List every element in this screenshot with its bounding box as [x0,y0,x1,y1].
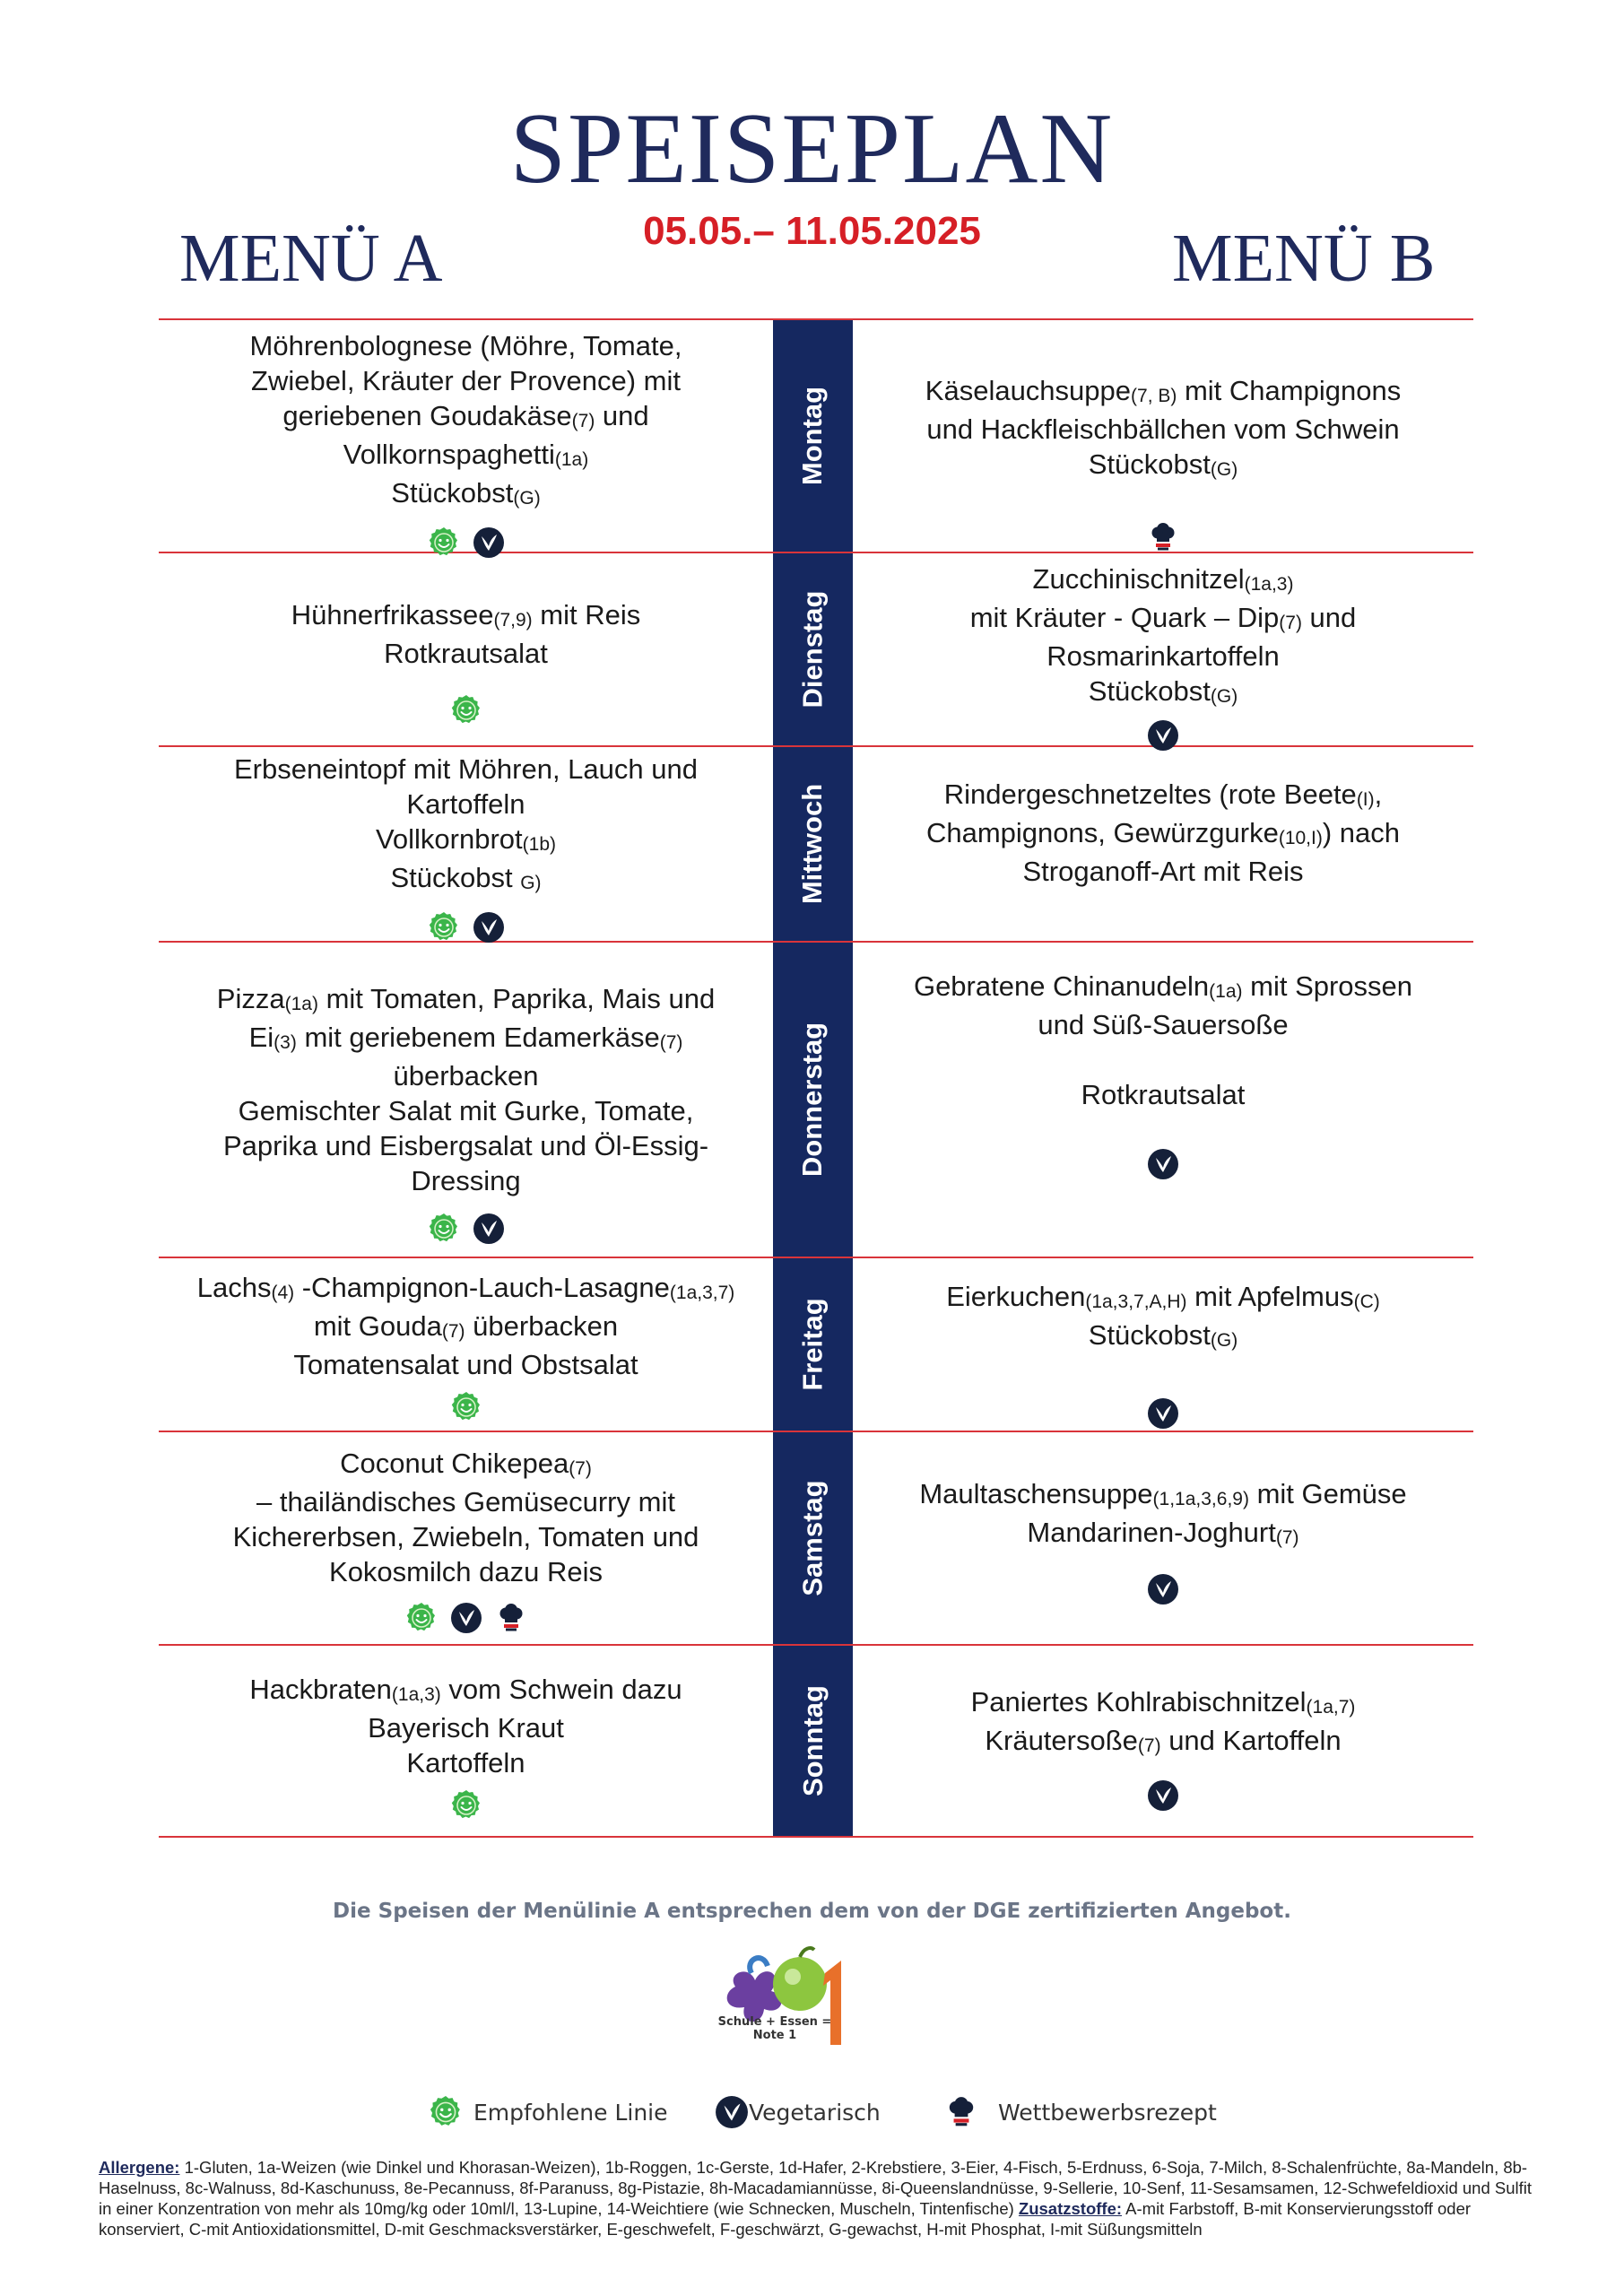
dish-text: Käselauchsuppe [925,375,1132,406]
dish-text: geriebenen Goudakäse [282,400,572,431]
dish-line [197,1270,735,1309]
dish-line [914,969,1412,1007]
dish-line [925,373,1401,412]
dish-text: Stückobst [1088,1319,1211,1351]
dish-line [217,1020,715,1058]
diet-icons [1147,521,1179,553]
diet-icons [1147,1779,1179,1812]
dish-line [250,437,682,475]
legend-vegetarisch [715,2094,881,2130]
allergen-code: (1a,3) [1244,574,1294,595]
dish-text: Kichererbsen, Zwiebeln, Tomaten und [232,1521,699,1552]
dish-line [925,447,1401,485]
dish-description [958,561,1369,712]
leaf-icon [450,1602,482,1634]
weekday-label [773,746,853,942]
dish-line [970,600,1357,639]
dish-line [250,398,682,437]
dish-line [250,363,682,398]
allergen-code: (7,9) [493,610,533,631]
dish-line [926,854,1400,889]
dish-text: und Hackfleischbällchen vom Schwein [926,413,1400,445]
diet-icons [428,911,505,944]
menu-a-cell [159,1645,773,1837]
dish-text: Paprika und Eisbergsalat und Öl-Essig- [222,1130,709,1161]
allergen-code: (7) [441,1321,465,1342]
weekday-label [773,319,853,552]
dish-description [959,1684,1368,1761]
dish-description [238,328,695,514]
dish-line [291,597,640,636]
weekday-text: Sonntag [796,1685,829,1796]
allergen-code: (7) [1279,613,1302,633]
dish-line [970,674,1357,712]
allergen-code: (G) [1210,686,1238,707]
diet-icons [405,1602,527,1634]
dish-line [926,815,1400,854]
dish-line [291,636,640,671]
dish-text: und [595,400,649,431]
dish-line [217,1163,715,1198]
dish-text: mit Tomaten, Paprika, Mais und [317,983,716,1014]
dish-line [919,1476,1406,1515]
dish-line [970,639,1357,674]
dish-description [907,1476,1419,1553]
legend-wettbewerb [944,2094,1217,2130]
dish-line [217,1093,715,1128]
smiley-green-icon [450,694,482,726]
dge-note: Die Speisen der Menülinie A entsprechen dem von der DGE zertifizierten Angebot. [333,1900,1291,1923]
allergen-code: (7) [1137,1735,1161,1756]
dish-text: Eierkuchen [946,1281,1086,1312]
dish-text: Stückobst [391,477,514,509]
dish-line [914,1077,1412,1112]
allergen-code: (G) [1210,459,1238,480]
dish-text: Bayerisch Kraut [368,1712,564,1744]
menu-a-cell [159,1431,773,1645]
dish-text: Kartoffeln [406,788,525,820]
dish-text: Paniertes Kohlrabischnitzel [970,1686,1307,1718]
chef-hat-icon [944,2095,978,2129]
weekday-label [773,1645,853,1837]
menu-b-heading: MENÜ B [1172,221,1436,296]
dish-text: Vollkornspaghetti [343,439,555,470]
dish-text: Ei [248,1022,274,1053]
menu-b-cell [853,319,1473,552]
dish-line [971,1684,1356,1723]
leaf-icon [1147,1148,1179,1180]
dish-line [217,981,715,1020]
menu-a-cell [159,746,773,942]
dish-text: überbacken [393,1060,539,1091]
dish-text: und Süß-Sauersoße [1038,1009,1289,1040]
menu-b-cell [853,746,1473,942]
menu-b-cell [853,1431,1473,1645]
dish-text: mit Kräuter - Quark – Dip [969,602,1280,633]
legend-empfohlen-label: Empfohlene Linie [473,2099,668,2126]
dish-description [913,373,1413,485]
dish-line [250,328,682,363]
dish-text: Rotkrautsalat [384,638,548,669]
leaf-icon [473,911,505,944]
menu-b-cell [853,942,1473,1257]
leaf-icon [1147,1779,1179,1812]
dish-description [221,752,710,899]
smiley-green-icon [405,1602,438,1634]
dish-line [233,1554,699,1589]
weekday-text: Dienstag [796,590,829,709]
page-title: SPEISEPLAN [509,93,1115,204]
dish-text: Kräutersoße [985,1725,1138,1756]
dish-text: überbacken [465,1310,619,1342]
dish-line [233,1446,699,1484]
dish-description [204,981,727,1198]
dish-line [234,822,698,860]
dish-text: Lachs [196,1272,272,1303]
dish-text: Zwiebel, Kräuter der Provence) mit [251,365,681,396]
smiley-green-icon [450,1789,482,1822]
dish-text: Rindergeschnetzeltes (rote Beete [943,778,1357,810]
allergen-code: (7) [659,1032,683,1053]
dish-description [934,1279,1393,1356]
menu-b-cell [853,1257,1473,1431]
menu-a-heading: MENÜ A [179,221,443,296]
dish-text: mit Gemüse [1248,1478,1407,1509]
allergen-code: (1a) [554,449,589,470]
dish-text: Tomatensalat und Obstsalat [293,1349,638,1380]
dish-text: Hackbraten [249,1674,392,1705]
weekday-label [773,1431,853,1645]
dish-line [234,860,698,899]
allergen-code: (1a) [284,994,318,1014]
allergen-code: (4) [271,1283,295,1303]
smiley-green-icon [428,1213,460,1245]
dish-text: Gemischter Salat mit Gurke, Tomate, [238,1095,694,1126]
weekday-label [773,552,853,746]
allergene-text: 1-Gluten, 1a-Weizen (wie Dinkel und Khorasan-Weizen), 1b-Roggen, 1c-Gerste, 1d-Hafer, 2-Krebstiere, 3-Eier, 4-Fisch, 5-Erdnuss, 6-Soja, 7-Milch, 8-Schalenfrüchte, 8a-Mandeln, 8b-Haselnuss, 8c-Walnuss, 8d-Kaschunuss, 8e-Pecannuss, 8f-Paranuss, 8g-Pistazie, 8h-Macadamiannüsse, 8i-Queenslandnüsse, 9-Sellerie, 10-Senf, 11-Sesamsamen, 12-Schwefeldioxid und Sulfit in einer Konzentration von mehr als 10mg/kg oder 10ml/l, 13-Lupine, 14-Weichtiere (wie Schnecken, Muscheln, Tintenfische) [99,2158,1533,2218]
weekday-text: Freitag [796,1298,829,1391]
allergen-code: (I) [1356,789,1375,810]
zusatzstoffe-label: Zusatzstoffe: [1018,2199,1123,2218]
dish-text: mit Gouda [313,1310,442,1342]
dish-text: vom Schwein dazu [440,1674,682,1705]
zusatzstoffe-text: A-mit Farbstoff, B-mit Konservierungsstoff oder konserviert, C-mit Antioxidationsmittel, D-mit Geschmacksverstärker, E-geschwefelt, F-geschwärzt, G-gewachst, H-mit Phosphat, I-mit Süßungsmitteln [99,2199,1472,2239]
dish-text: Kokosmilch dazu Reis [329,1556,603,1587]
chef-hat-icon [495,1602,527,1634]
dish-line [919,1515,1406,1553]
weekday-bar [773,319,853,1837]
dish-text: Dressing [411,1165,521,1196]
dish-text: Maultaschensuppe [919,1478,1153,1509]
allergen-code: (7, B) [1131,386,1177,406]
dish-text: mit geriebenem Edamerkäse [296,1022,660,1053]
dish-description [185,1270,748,1382]
dish-description [221,1446,712,1589]
dish-line [926,777,1400,815]
dish-text: Erbseneintopf mit Möhren, Lauch und [234,753,698,785]
dish-text: ) nach [1322,817,1401,848]
dish-line [925,412,1401,447]
menu-b-cell [853,552,1473,746]
dish-text: Zucchinischnitzel [1032,563,1245,595]
leaf-icon [1147,1573,1179,1605]
diet-icons [1147,1148,1179,1180]
dish-text: Rosmarinkartoffeln [1046,640,1280,672]
dish-line [197,1309,735,1347]
diet-icons [1147,1573,1179,1605]
diet-icons [1147,1397,1179,1430]
dish-text: Pizza [216,983,285,1014]
dish-text: -Champignon-Lauch-Lasagne [294,1272,670,1303]
dish-line [233,1519,699,1554]
menu-a-cell [159,552,773,746]
logo-caption: Schule + Essen = Note 1 [717,2015,832,2042]
allergen-code: (7) [571,411,595,431]
dish-line [233,1484,699,1519]
leaf-icon [473,1213,505,1245]
diet-icons [450,1391,482,1423]
dish-line [914,1042,1412,1077]
allergen-code: (G) [1210,1330,1238,1351]
dish-text: und Kartoffeln [1160,1725,1342,1756]
dish-text: Möhrenbolognese (Möhre, Tomate, [249,330,682,361]
dish-line [217,1128,715,1163]
weekday-text: Donnerstag [796,1022,829,1178]
dish-text: mit Apfelmus [1186,1281,1354,1312]
dish-line [250,475,682,514]
allergen-code: (7) [569,1458,592,1479]
date-range: 05.05.– 11.05.2025 [643,209,981,253]
dish-description [279,597,653,671]
allergen-code: (C) [1353,1292,1380,1312]
dish-description [237,1672,694,1780]
allergen-code: (1b) [522,834,557,855]
smiley-green-icon [450,1391,482,1423]
dish-text: mit Sprossen [1242,970,1413,1002]
chef-hat-icon [1147,521,1179,553]
dish-text: Champignons, Gewürzgurke [925,817,1279,848]
dish-text: Stückobst [1088,448,1211,480]
menu-a-cell [159,319,773,552]
allergen-legend [99,2157,1533,2239]
legend-wettbewerb-label: Wettbewerbsrezept [998,2099,1217,2126]
dish-text: Hühnerfrikassee [291,599,494,631]
menu-b-cell [853,1645,1473,1837]
allergen-code: (10,I) [1278,828,1323,848]
menu-table [159,319,1473,1837]
smiley-green-icon [429,2095,463,2129]
dish-line [234,752,698,787]
dish-description [901,969,1425,1112]
dish-text: – thailändisches Gemüsecurry mit [256,1486,675,1518]
dish-text: Stückobst [1088,675,1211,707]
dish-line [249,1710,682,1745]
allergen-code: (7) [1275,1527,1299,1548]
weekday-text: Samstag [796,1480,829,1596]
allergene-label: Allergene: [99,2158,180,2177]
dish-description [914,777,1412,889]
dish-line [217,1058,715,1093]
dish-line [946,1318,1380,1356]
dish-line [970,561,1357,600]
weekday-text: Mittwoch [796,783,829,905]
dish-text: und [1301,602,1357,633]
dish-text: Stroganoff-Art mit Reis [1022,856,1304,887]
menu-a-cell [159,1257,773,1431]
dish-text: Vollkornbrot [375,823,523,855]
weekday-text: Montag [796,386,829,486]
diet-icons [450,694,482,726]
dish-text: Gebratene Chinanudeln [913,970,1210,1002]
school-food-logo [699,1937,897,2063]
allergen-code: (3) [274,1032,297,1053]
allergen-code: (1a) [1209,981,1243,1002]
dish-text: Mandarinen-Joghurt [1027,1517,1276,1548]
allergen-code: (1a,3,7) [669,1283,735,1303]
dish-line [234,787,698,822]
allergen-code: G) [520,873,542,893]
dish-text: Rotkrautsalat [1081,1079,1246,1110]
dish-line [249,1672,682,1710]
diet-icons [450,1789,482,1822]
leaf-icon [1147,1397,1179,1430]
dish-line [946,1279,1380,1318]
dish-text: , [1374,778,1383,810]
allergen-code: (G) [513,488,541,509]
allergen-code: (1a,3) [391,1684,441,1705]
dish-line [971,1723,1356,1761]
dish-line [197,1347,735,1382]
dish-text: mit Champignons [1177,375,1402,406]
dish-line [914,1007,1412,1042]
allergen-code: (1a,3,7,A,H) [1085,1292,1187,1312]
smiley-green-icon [428,911,460,944]
allergen-code: (1a,7) [1306,1697,1356,1718]
dish-text: mit Reis [532,599,641,631]
weekday-label [773,1257,853,1431]
dish-text: Coconut Chikepea [340,1448,569,1479]
legend-vegetarisch-label: Vegetarisch [749,2099,881,2126]
dish-text: Kartoffeln [406,1747,525,1779]
dish-line [249,1745,682,1780]
dish-text: Stückobst [390,862,521,893]
leaf-icon [715,2095,749,2129]
weekday-label [773,942,853,1257]
diet-icons [428,1213,505,1245]
menu-a-cell [159,942,773,1257]
allergen-code: (1,1a,3,6,9) [1152,1489,1249,1509]
legend-empfohlen [429,2094,668,2130]
